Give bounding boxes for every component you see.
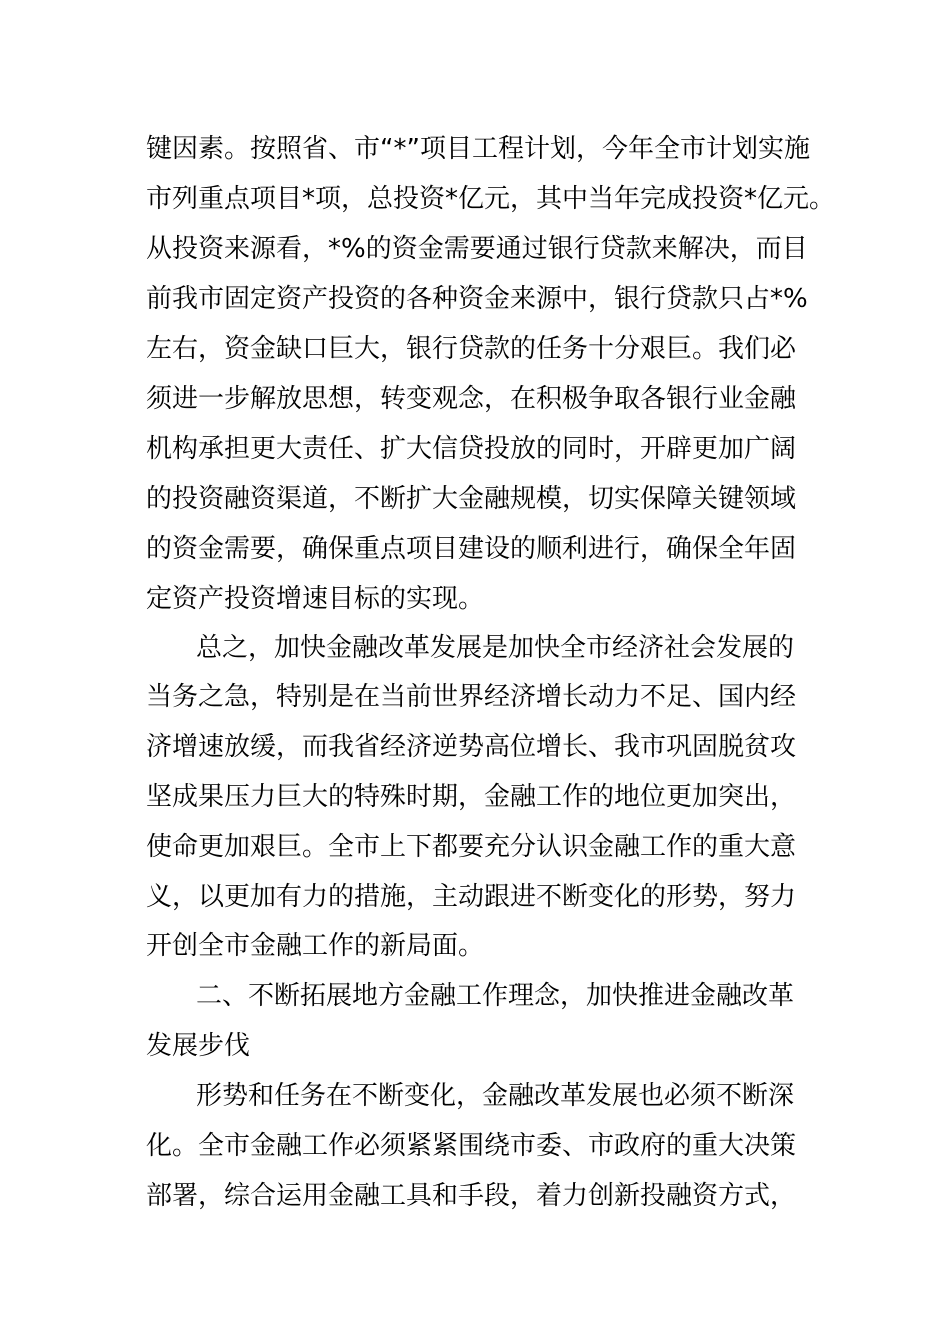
paragraph-line: 键因素。按照省、市“*”项目工程计划，今年全市计划实施: [146, 134, 810, 164]
paragraph-line: 的投资融资渠道，不断扩大金融规模，切实保障关键领域: [146, 484, 797, 514]
paragraph-line: 使命更加艰巨。全市上下都要充分认识金融工作的重大意: [146, 832, 797, 862]
paragraph-line: 须进一步解放思想，转变观念，在积极争取各银行业金融: [146, 384, 797, 414]
paragraph-line: 左右，资金缺口巨大，银行贷款的任务十分艰巨。我们必: [146, 334, 797, 364]
paragraph-line: 坚成果压力巨大的特殊时期，金融工作的地位更加突出，: [146, 782, 797, 812]
paragraph-line: 前我市固定资产投资的各种资金来源中，银行贷款只占*%: [146, 284, 808, 314]
paragraph-line: 开创全市金融工作的新局面。: [146, 931, 485, 961]
paragraph-line: 济增速放缓，而我省经济逆势高位增长、我市巩固脱贫攻: [146, 732, 797, 762]
paragraph-line: 市列重点项目*项，总投资*亿元，其中当年完成投资*亿元。: [146, 184, 836, 214]
paragraph-line: 当务之急，特别是在当前世界经济增长动力不足、国内经: [146, 682, 797, 712]
paragraph-line: 总之，加快金融改革发展是加快全市经济社会发展的: [196, 633, 795, 663]
paragraph-line: 的资金需要，确保重点项目建设的顺利进行，确保全年固: [146, 534, 797, 564]
paragraph-line: 定资产投资增速目标的实现。: [146, 584, 485, 614]
paragraph-line: 形势和任务在不断变化，金融改革发展也必须不断深: [196, 1081, 795, 1111]
paragraph-line: 义，以更加有力的措施，主动跟进不断变化的形势，努力: [146, 882, 797, 912]
paragraph-line: 化。全市金融工作必须紧紧围绕市委、市政府的重大决策: [146, 1131, 797, 1161]
section-heading-line: 发展步伐: [146, 1031, 251, 1061]
section-heading-line: 二、不断拓展地方金融工作理念，加快推进金融改革: [196, 981, 795, 1011]
paragraph-line: 机构承担更大责任、扩大信贷投放的同时，开辟更加广阔: [146, 434, 797, 464]
paragraph-line: 部署，综合运用金融工具和手段，着力创新投融资方式，: [146, 1181, 797, 1211]
paragraph-line: 从投资来源看，*%的资金需要通过银行贷款来解决，而目: [146, 234, 808, 264]
